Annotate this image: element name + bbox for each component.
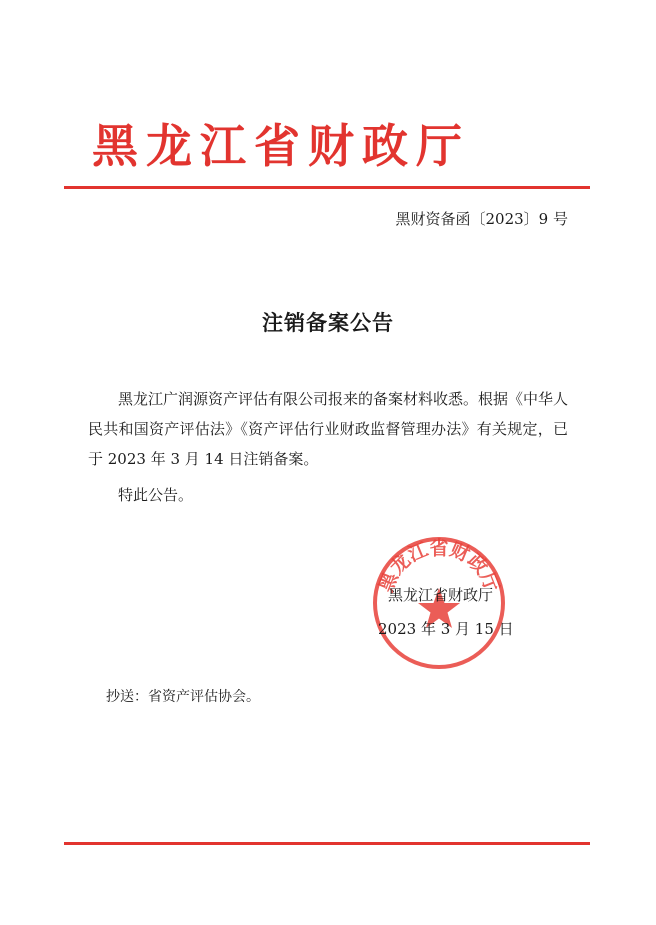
seal-text: 黑龙江省财政厅 <box>375 537 503 596</box>
issuing-authority-title: 黑龙江省财政厅 <box>92 119 470 173</box>
cc-line: 抄送：省资产评估协会。 <box>106 689 260 705</box>
signing-date: 2023 年 3 月 15 日 <box>378 620 514 638</box>
signing-organization: 黑龙江省财政厅 <box>388 586 494 604</box>
document-number: 黑财资备函〔2023〕9 号 <box>395 210 568 228</box>
closing-remark: 特此公告。 <box>118 486 194 504</box>
notice-title: 注销备案公告 <box>262 310 394 335</box>
notice-body: 黑龙江广润源资产评估有限公司报来的备案材料收悉。根据《中华人民共和国资产评估法》《资产评估行业财政监督管理办法》有关规定，已于 2023 年 3 月 14 日注销备案。 <box>88 390 569 468</box>
header-red-rule <box>64 186 590 189</box>
footer-red-rule <box>64 842 590 845</box>
